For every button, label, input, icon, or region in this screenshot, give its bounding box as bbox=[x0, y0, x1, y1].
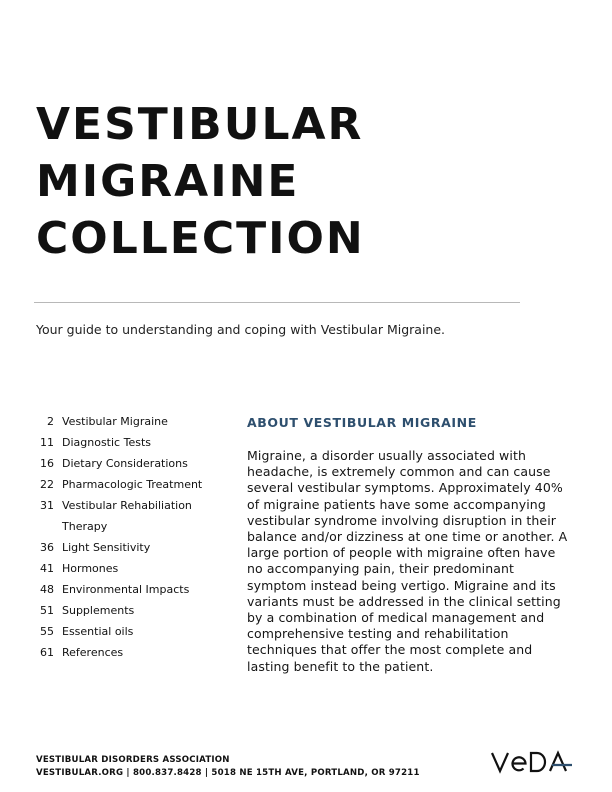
toc-item-environmental-impacts[interactable] bbox=[36, 579, 232, 600]
toc-label: Hormones bbox=[62, 562, 119, 575]
toc-label: Light Sensitivity bbox=[62, 541, 151, 554]
toc-item-essential-oils[interactable] bbox=[36, 621, 232, 642]
toc-page-number: 11 bbox=[40, 436, 54, 449]
logo-letter-e bbox=[513, 757, 526, 770]
veda-logo bbox=[490, 748, 574, 774]
toc-label: Vestibular Migraine bbox=[62, 415, 168, 428]
toc-page-number: 22 bbox=[40, 478, 54, 491]
footer bbox=[36, 754, 420, 780]
toc-item-references[interactable] bbox=[36, 642, 232, 663]
toc-page-number: 41 bbox=[40, 562, 54, 575]
toc-page-number: 61 bbox=[40, 646, 54, 659]
toc-page-number: 51 bbox=[40, 604, 54, 617]
title-line-2: MIGRAINE bbox=[36, 156, 300, 207]
toc-label: Dietary Considerations bbox=[62, 457, 188, 470]
about-heading: ABOUT VESTIBULAR MIGRAINE bbox=[247, 415, 477, 430]
document-title bbox=[36, 96, 365, 267]
subtitle: Your guide to understanding and coping with Vestibular Migraine. bbox=[36, 322, 446, 337]
toc-label: References bbox=[62, 646, 124, 659]
toc-item-light-sensitivity[interactable] bbox=[36, 537, 232, 558]
toc-page-number: 48 bbox=[40, 583, 54, 596]
table-of-contents bbox=[36, 411, 232, 663]
toc-page-number: 16 bbox=[40, 457, 54, 470]
toc-label: Diagnostic Tests bbox=[62, 436, 151, 449]
footer-org: VESTIBULAR DISORDERS ASSOCIATION bbox=[36, 755, 230, 765]
toc-label: Pharmacologic Treatment bbox=[62, 478, 203, 491]
logo-letter-v bbox=[492, 753, 508, 771]
about-section bbox=[247, 414, 569, 675]
toc-item-diagnostic-tests[interactable] bbox=[36, 432, 232, 453]
toc-label: Supplements bbox=[62, 604, 135, 617]
footer-contact: VESTIBULAR.ORG | 800.837.8428 | 5018 NE 15TH AVE, PORTLAND, OR 97211 bbox=[36, 768, 420, 778]
toc-item-vestibular-rehabilitation[interactable] bbox=[36, 495, 232, 537]
toc-page-number: 31 bbox=[40, 499, 54, 512]
toc-label: Essential oils bbox=[62, 625, 134, 638]
toc-item-vestibular-migraine[interactable] bbox=[36, 411, 232, 432]
title-line-1: VESTIBULAR bbox=[36, 99, 364, 150]
logo-letter-a bbox=[550, 753, 566, 771]
toc-item-supplements[interactable] bbox=[36, 600, 232, 621]
toc-page-number: 2 bbox=[47, 415, 54, 428]
title-line-3: COLLECTION bbox=[36, 213, 365, 264]
logo-letter-d bbox=[531, 753, 545, 771]
toc-page-number: 55 bbox=[40, 625, 54, 638]
toc-label: Environmental Impacts bbox=[62, 583, 190, 596]
toc-item-dietary-considerations[interactable] bbox=[36, 453, 232, 474]
toc-item-pharmacologic-treatment[interactable] bbox=[36, 474, 232, 495]
toc-page-number: 36 bbox=[40, 541, 54, 554]
toc-item-hormones[interactable] bbox=[36, 558, 232, 579]
about-body: Migraine, a disorder usually associated with headache, is extremely common and can cause several vestibular symptoms. Approximately 40% of migraine patients have some accompanying vestibular syndrome involving disruption in their balance and/or dizziness at one time or another. A large portion of people with migraine often have no accompanying pain, their predominant symptom instead being vertigo. Migraine and its variants must be addressed in the clinical setting by a combination of medical management and comprehensive testing and rehabilitation techniques that offer the most complete and lasting benefit to the patient. bbox=[247, 448, 568, 674]
toc-label: Vestibular Rehabiliation Therapy bbox=[62, 499, 192, 533]
divider bbox=[34, 302, 520, 303]
